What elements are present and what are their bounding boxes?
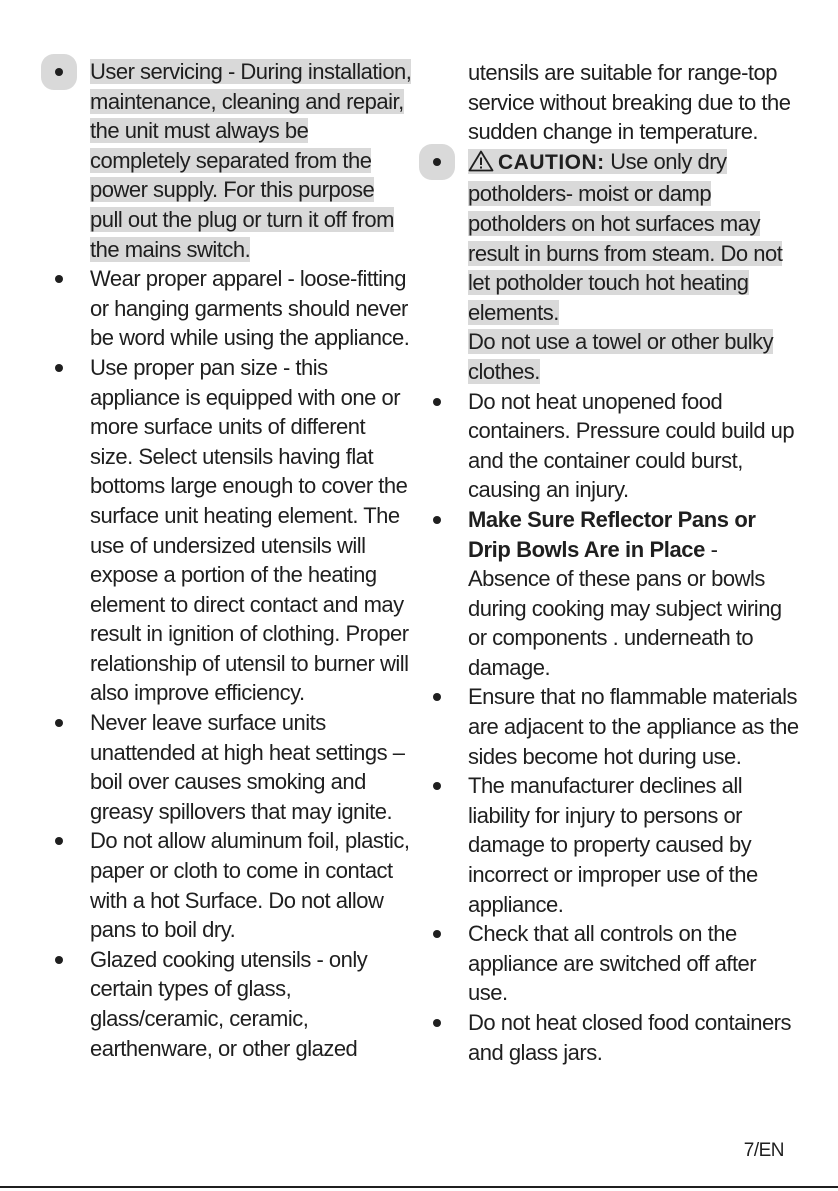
glazed-utensils-text: Glazed cooking utensils - only certain types of glass, glass/ceramic, ceramic, earthenware, or other glazed [90,946,368,1061]
bullet-icon [433,1019,441,1027]
caution-label: CAUTION: [498,150,605,174]
bullet-icon [55,719,63,727]
no-foil-text: Do not allow aluminum foil, plastic, paper or cloth to come in contact with a hot Surface. Do not allow pans to boil dry. [90,828,410,943]
bullet-icon [433,516,441,524]
never-unattended-text: Never leave surface units unattended at high heat settings – boil over causes smoking and greasy spillovers that may ignite. [90,710,405,824]
list-item-liability [430,771,800,919]
flammable-text: Ensure that no flammable materials are adjacent to the appliance as the sides become hot during use. [468,684,799,769]
user-servicing-text: User servicing - During installation, maintenance, cleaning and repair, the unit must always be completely separated from the power supply. For this purpose pull out the plug or turn it off from the mains switch. [90,59,412,262]
bullet-icon [55,956,63,964]
bullet-icon [55,68,63,76]
bullet-icon [433,398,441,406]
unopened-containers-text: Do not heat unopened food containers. Pressure could build up and the container could burst, causing an injury. [468,388,795,503]
bullet-icon [55,837,63,845]
list-item-flammable [430,682,800,771]
list-item-user-servicing [52,57,412,264]
closed-containers-text: Do not heat closed food containers and glass jars. [468,1010,792,1065]
bullet-icon [433,782,441,790]
bottom-rule [0,1186,838,1188]
caution-block [468,149,782,325]
list-item-glazed-utensils [52,945,412,1063]
reflector-heading: Make Sure Reflector Pans or Drip Bowls Are in Place [468,506,756,562]
left-column [52,57,412,1063]
proper-pan-size-text: Use proper pan size - this appliance is equipped with one or more surface units of different size. Select utensils having flat bottoms large enough to cover the surface unit heating element. The use of undersized utensils will expose a portion of the heating element to direct contact and may result in ignition of clothing. Proper relationship of utensil to burner will also improve efficiency. [90,354,409,706]
list-item-glazed-continued [430,58,800,147]
list-item-controls-off [430,919,800,1008]
right-column [430,58,800,1067]
reflector-text: - Absence of these pans or bowls during cooking may subject wiring or components . underneath to damage. [468,536,782,680]
list-item-unopened-containers [430,387,800,505]
bullet-icon [433,693,441,701]
bullet-icon [55,275,63,283]
glazed-continued-text: utensils are suitable for range-top service without breaking due to the sudden change in temperature. [468,60,791,145]
caution-towel-text: Do not use a towel or other bulky clothes. [468,329,774,384]
proper-apparel-text: Wear proper apparel - loose-fitting or hanging garments should never be word while using the appliance. [90,266,410,351]
controls-off-text: Check that all controls on the appliance are switched off after use. [468,921,757,1006]
bullet-icon [433,930,441,938]
bullet-icon [55,364,63,372]
list-item-never-unattended [52,708,412,826]
bullet-icon [433,158,441,166]
caution-text: Use only dry potholders- moist or damp potholders on hot surfaces may result in burns from steam. Do not let potholder touch hot heating elements. [468,148,783,325]
list-item-proper-pan-size [52,353,412,708]
page-number: 7/EN [743,1140,784,1161]
list-item-no-foil [52,826,412,944]
list-item-closed-containers [430,1008,800,1067]
warning-triangle-icon [468,150,494,180]
list-item-reflector-pans [430,505,800,683]
list-item-proper-apparel [52,264,412,353]
liability-text: The manufacturer declines all liability for injury to persons or damage to property caused by incorrect or improper use of the appliance. [468,773,758,917]
list-item-caution [430,147,800,387]
